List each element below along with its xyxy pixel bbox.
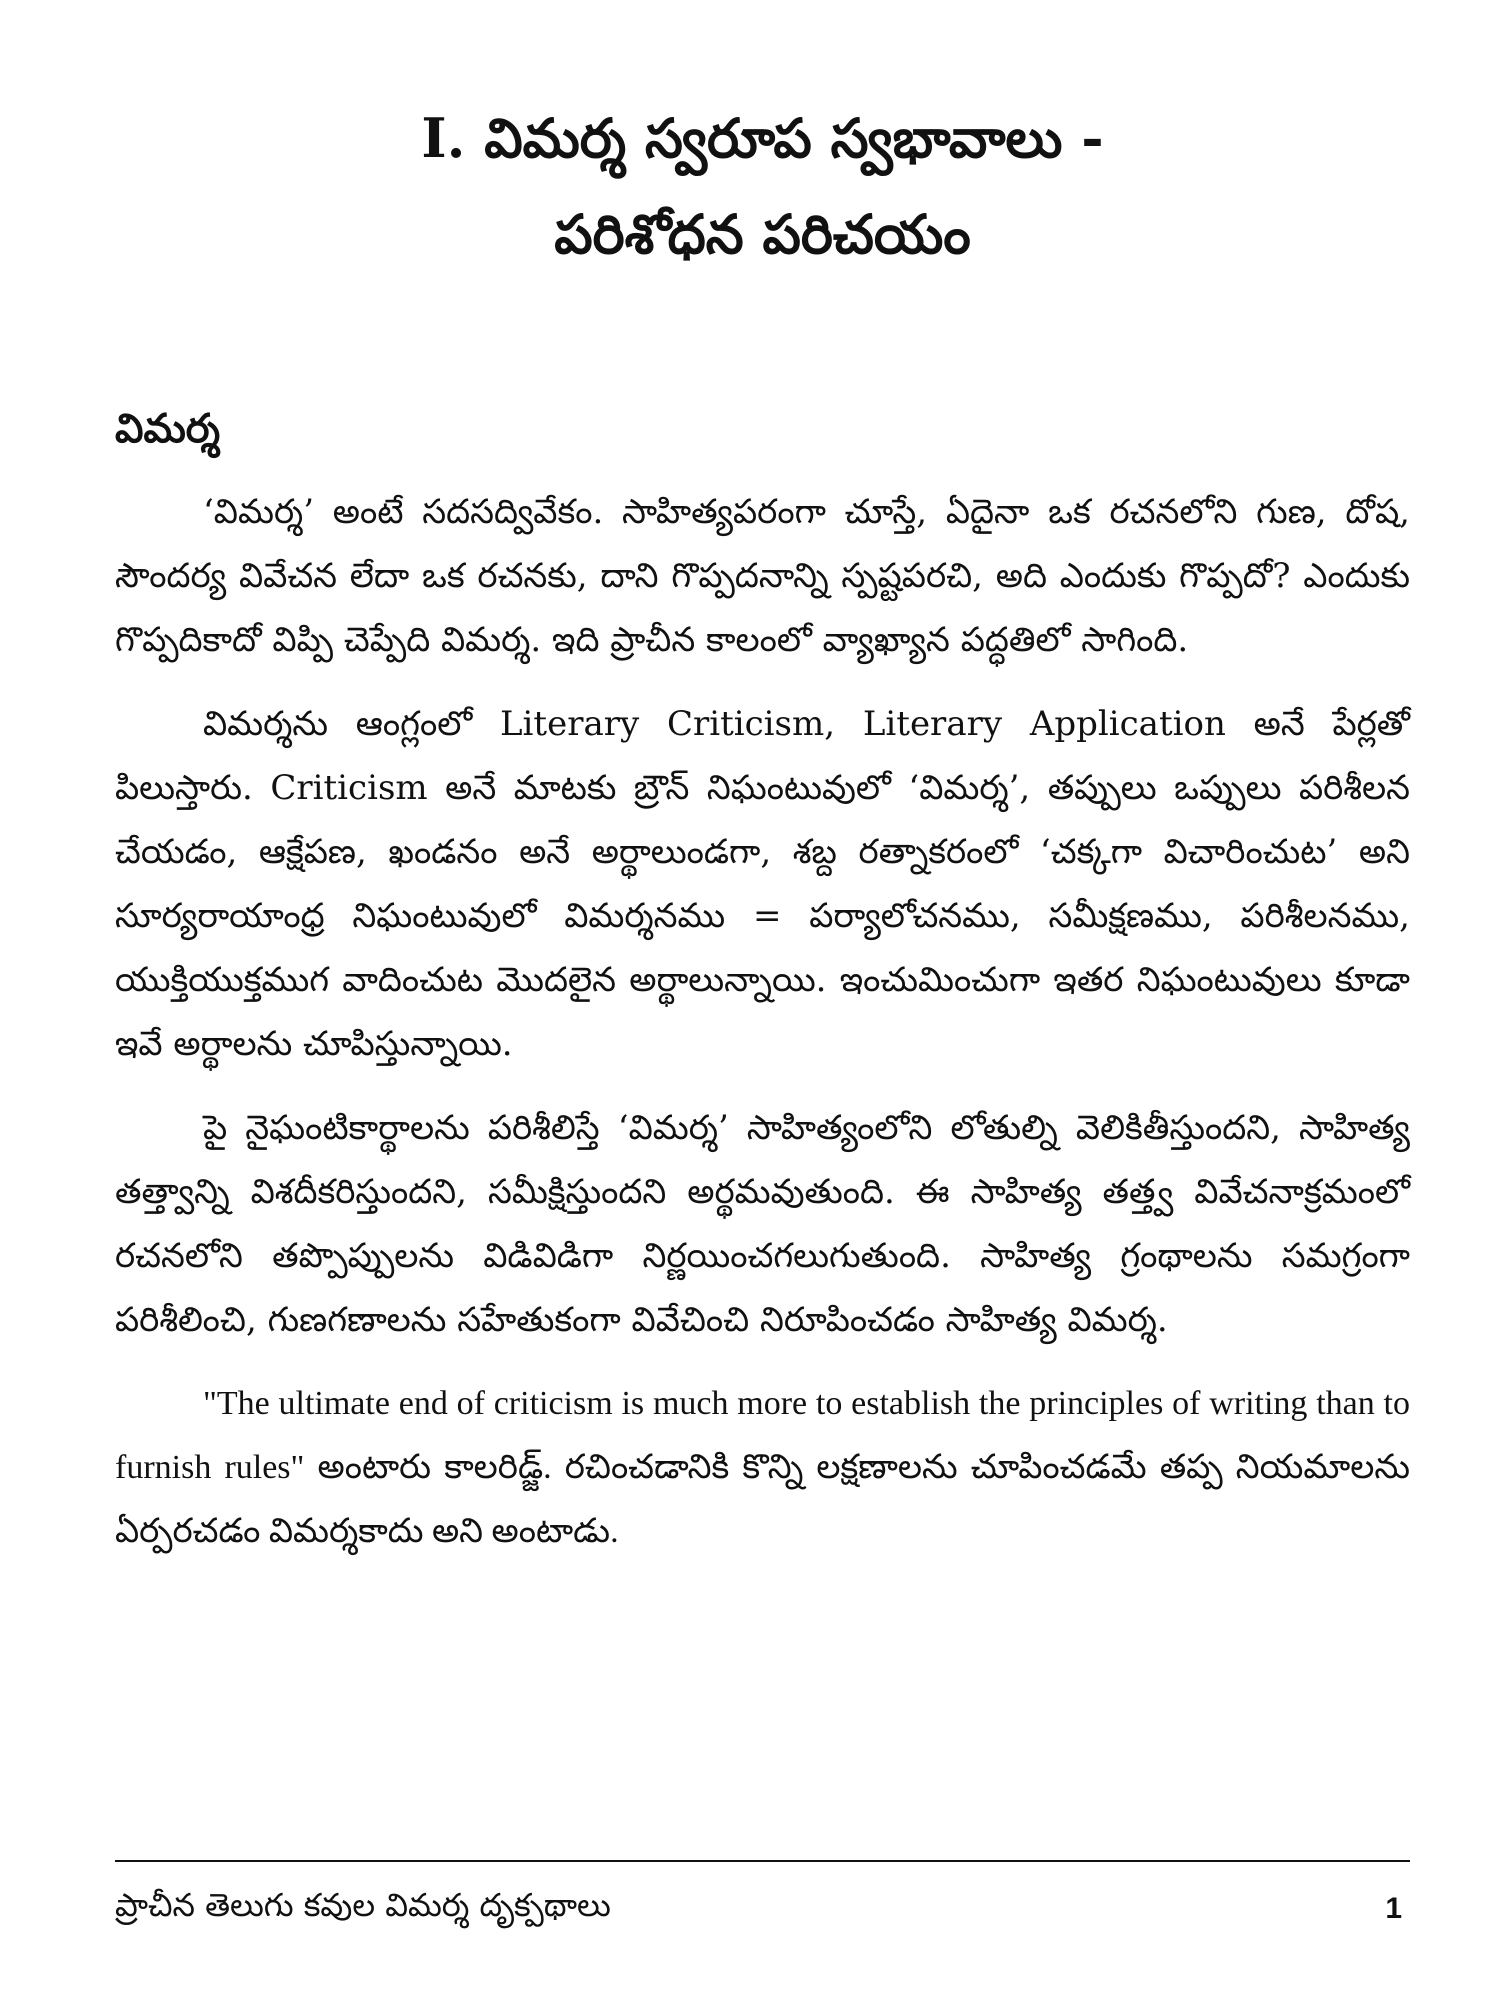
section-heading: విమర్శ: [115, 405, 221, 452]
footer-book-title: ప్రాచీన తెలుగు కవుల విమర్శ దృక్పథాలు: [115, 1886, 611, 1924]
paragraph-dictionary-meanings: విమర్శను ఆంగ్లంలో Literary Criticism, Literary Application అనే పేర్లతో పిలుస్తారు. Criticism అనే మాటకు బ్రౌన్ నిఘంటువులో ‘విమర్శ’, తప్పులు ఒప్పులు పరిశీలన చేయడం, ఆక్షేపణ, ఖండనం అనే అర్థాలుండగా, శబ్ద రత్నాకరంలో ‘చక్కగా విచారించుట’ అని సూర్యరాయాంధ్ర నిఘంటువులో విమర్శనము = పర్యాలోచనము, సమీక్షణము, పరిశీలనము, యుక్తియుక్తముగ వాదించుట మొదలైన అర్థాలున్నాయి. ఇంచుమించుగా ఇతర నిఘంటువులు కూడా ఇవే అర్థాలను చూపిస్తున్నాయి.: [115, 704, 1410, 1064]
page-footer: [115, 1860, 1410, 1932]
body-text: [115, 480, 1410, 1584]
footer-row: [115, 1886, 1410, 1932]
paragraph-literary-analysis: పై నైఘంటికార్థాలను పరిశీలిస్తే ‘విమర్శ’ సాహిత్యంలోని లోతుల్ని వెలికితీస్తుందని, సాహిత్య తత్త్వాన్ని విశదీకరిస్తుందని, సమీక్షిస్తుందని అర్థమవుతుంది. ఈ సాహిత్య తత్త్వ వివేచనాక్రమంలో రచనలోని తప్పొప్పులను విడివిడిగా నిర్ణయించగలుగుతుంది. సాహిత్య గ్రంథాలను సమగ్రంగా పరిశీలించి, గుణగణాలను సహేతుకంగా వివేచించి నిరూపించడం సాహిత్య విమర్శ.: [115, 1108, 1410, 1340]
page-number: 1: [1385, 1892, 1402, 1925]
book-page: [115, 70, 1410, 1960]
chapter-title-line-1: I. విమర్శ స్వరూప స్వభావాలు -: [421, 106, 1104, 170]
paragraph-coleridge-quote: "The ultimate end of criticism is much more to establish the principles of writing than to furnish rules" అంటారు కాలరిడ్జ్. రచించడానికి కొన్ని లక్షణాలను చూపించడమే తప్ప నియమాలను ఏర్పరచడం విమర్శకాదు అని అంటాడు.: [115, 1385, 1410, 1550]
footer-divider: [115, 1860, 1410, 1862]
chapter-title-line-2: పరిశోధన పరిచయం: [554, 202, 971, 266]
chapter-title: [115, 70, 1410, 282]
paragraph-definition: ‘విమర్శ’ అంటే సదసద్వివేకం. సాహిత్యపరంగా చూస్తే, ఏదైనా ఒక రచనలోని గుణ, దోష, సౌందర్య వివేచన లేదా ఒక రచనకు, దాని గొప్పదనాన్ని స్పష్టపరచి, అది ఎందుకు గొప్పదో? ఎందుకు గొప్పదికాదో విప్పి చెప్పేది విమర్శ. ఇది ప్రాచీన కాలంలో వ్యాఖ్యాన పద్ధతిలో సాగింది.: [115, 492, 1410, 660]
